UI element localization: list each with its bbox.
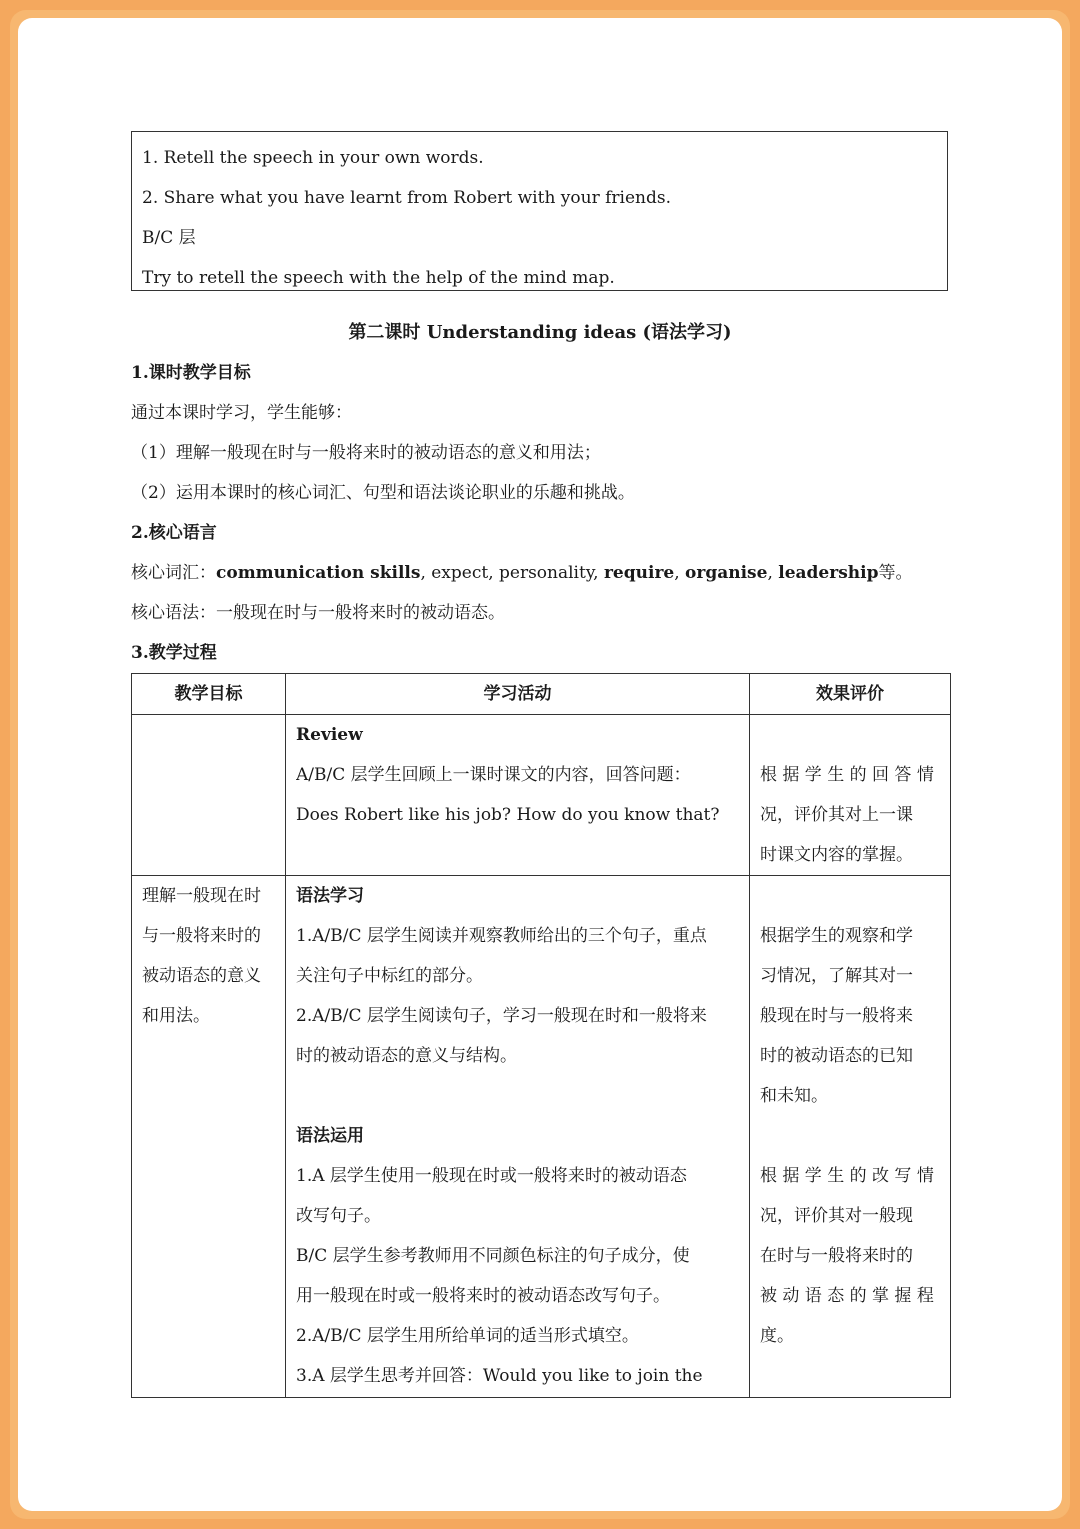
goal-line-1: 理解一般现在时 xyxy=(142,886,261,906)
vocab-organise: organise xyxy=(685,563,768,583)
review-title: Review xyxy=(296,725,363,745)
row1-activity xyxy=(286,715,750,876)
header-goal: 教学目标 xyxy=(132,674,286,715)
grammar-use-line-1: 1.A 层学生使用一般现在时或一般将来时的被动语态 xyxy=(296,1166,687,1186)
review-line-2: Does Robert like his job? How do you know that? xyxy=(296,805,720,825)
eval2-line-5: 和未知。 xyxy=(760,1086,828,1106)
grammar-use-line-2: 改写句子。 xyxy=(296,1206,381,1226)
box-line-4: Try to retell the speech with the help of the mind map. xyxy=(142,268,615,288)
grammar-use-line-3: B/C 层学生参考教师用不同颜色标注的句子成分，使 xyxy=(296,1246,690,1266)
eval2-line-3: 般现在时与一般将来 xyxy=(760,1006,913,1026)
eval3-line-1: 根 据 学 生 的 改 写 情 xyxy=(760,1166,934,1186)
header-activity: 学习活动 xyxy=(286,674,750,715)
vocab-end: 等。 xyxy=(878,563,913,583)
activity-box xyxy=(131,131,948,291)
vocab-communication-skills: communication skills xyxy=(216,563,421,583)
row2-goal xyxy=(132,876,286,1398)
review-line-1: A/B/C 层学生回顾上一课时课文的内容，回答问题： xyxy=(296,765,691,785)
eval2-line-1: 根据学生的观察和学 xyxy=(760,926,913,946)
grammar-use-line-6: 3.A 层学生思考并回答：Would you like to join the xyxy=(296,1366,703,1386)
row2-activity xyxy=(286,876,750,1398)
grammar-learning-line-4: 时的被动语态的意义与结构。 xyxy=(296,1046,517,1066)
vocab-leadership: leadership xyxy=(778,563,879,583)
eval1-line-1: 根 据 学 生 的 回 答 情 xyxy=(760,765,934,785)
goal-line-2: 与一般将来时的 xyxy=(142,926,261,946)
header-eval: 效果评价 xyxy=(750,674,951,715)
vocab-label: 核心词汇： xyxy=(131,563,216,583)
box-line-1: 1. Retell the speech in your own words. xyxy=(142,148,484,168)
goal-line-4: 和用法。 xyxy=(142,1006,210,1026)
core-vocab-line xyxy=(131,553,912,593)
goal-2: （2）运用本课时的核心词汇、句型和语法谈论职业的乐趣和挑战。 xyxy=(131,483,635,503)
vocab-sep-1: , xyxy=(674,563,686,583)
eval1-line-3: 时课文内容的掌握。 xyxy=(760,845,913,865)
vocab-require: require xyxy=(603,563,675,583)
eval2-line-4: 时的被动语态的已知 xyxy=(760,1046,913,1066)
vocab-plain-1: , expect, personality, xyxy=(420,563,604,583)
section3-heading: 3.教学过程 xyxy=(131,643,217,663)
section2-heading: 2.核心语言 xyxy=(131,523,217,543)
grammar-learning-line-3: 2.A/B/C 层学生阅读句子，学习一般现在时和一般将来 xyxy=(296,1006,707,1026)
teaching-process-table xyxy=(131,673,951,1398)
grammar-learning-title: 语法学习 xyxy=(296,886,364,906)
vocab-sep-2: , xyxy=(767,563,779,583)
grammar-learning-line-1: 1.A/B/C 层学生阅读并观察教师给出的三个句子，重点 xyxy=(296,926,707,946)
table-row xyxy=(132,715,951,876)
section1-heading: 1.课时教学目标 xyxy=(131,363,251,383)
grammar-learning-line-2: 关注句子中标红的部分。 xyxy=(296,966,483,986)
row1-goal xyxy=(132,715,286,876)
eval1-line-2: 况，评价其对上一课 xyxy=(760,805,913,825)
eval3-line-3: 在时与一般将来时的 xyxy=(760,1246,913,1266)
eval2-line-2: 习情况，了解其对一 xyxy=(760,966,913,986)
grammar-use-line-4: 用一般现在时或一般将来时的被动语态改写句子。 xyxy=(296,1286,670,1306)
box-line-3: B/C 层 xyxy=(142,228,196,248)
eval3-line-4: 被 动 语 态 的 掌 握 程 xyxy=(760,1286,934,1306)
table-row xyxy=(132,876,951,1398)
box-line-2: 2. Share what you have learnt from Robert with your friends. xyxy=(142,188,671,208)
lesson-title: 第二课时 Understanding ideas (语法学习) xyxy=(348,322,732,343)
eval3-line-5: 度。 xyxy=(760,1326,794,1346)
row1-eval xyxy=(750,715,951,876)
row2-eval xyxy=(750,876,951,1398)
goal-line-3: 被动语态的意义 xyxy=(142,966,261,986)
section1-intro: 通过本课时学习，学生能够： xyxy=(131,403,352,423)
grammar-use-line-5: 2.A/B/C 层学生用所给单词的适当形式填空。 xyxy=(296,1326,639,1346)
grammar-use-title: 语法运用 xyxy=(296,1126,364,1146)
table-header-row xyxy=(132,674,951,715)
eval3-line-2: 况，评价其对一般现 xyxy=(760,1206,913,1226)
goal-1: （1）理解一般现在时与一般将来时的被动语态的意义和用法； xyxy=(131,443,601,463)
core-grammar-line: 核心语法：一般现在时与一般将来时的被动语态。 xyxy=(131,603,505,623)
